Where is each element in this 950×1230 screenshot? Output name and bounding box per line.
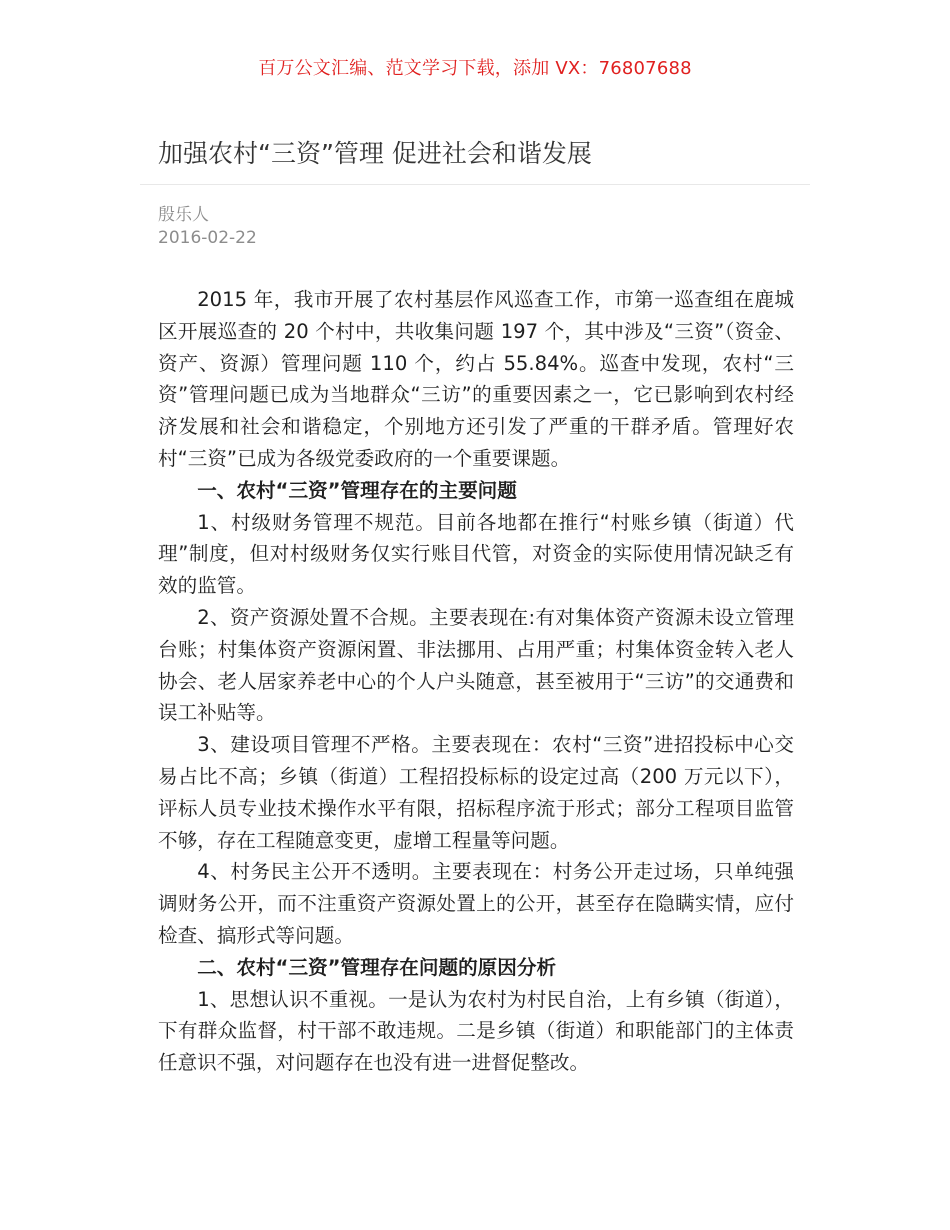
paragraph: 4、村务民主公开不透明。主要表现在：村务公开走过场，只单纯强调财务公开，而不注重资产资源处置上的公开，甚至存在隐瞒实情，应付检查、搞形式等问题。: [158, 860, 794, 947]
section-heading: 二、农村“三资”管理存在问题的原因分析: [197, 955, 557, 979]
promo-banner: 百万公文汇编、范文学习下载，添加 VX：76807688: [258, 58, 692, 79]
paragraph: 2、资产资源处置不合规。主要表现在:有对集体资产资源未设立管理台账；村集体资产资源闲置、非法挪用、占用严重；村集体资金转入老人协会、老人居家养老中心的个人户头随意，甚至被用于“三访”的交通费和误工补贴等。: [158, 605, 794, 725]
section-heading: 一、农村“三资”管理存在的主要问题: [197, 478, 517, 502]
paragraph: 1、思想认识不重视。一是认为农村为村民自治，上有乡镇（街道），下有群众监督，村干部不敢违规。二是乡镇（街道）和职能部门的主体责任意识不强，对问题存在也没有进一进督促整改。: [158, 987, 794, 1075]
article-body: [158, 284, 794, 1079]
article-title: 加强农村“三资”管理 促进社会和谐发展: [158, 139, 592, 168]
article-author: 殷乐人: [158, 205, 209, 225]
article-date: 2016-02-22: [158, 228, 257, 248]
paragraph: 3、建设项目管理不严格。主要表现在：农村“三资”进招投标中心交易占比不高；乡镇（街道）工程招投标标的设定过高（200 万元以下），评标人员专业技术操作水平有限，招标程序流于形式；部分工程项目监管不够，存在工程随意变更，虚增工程量等问题。: [158, 733, 794, 852]
title-divider: [140, 184, 810, 185]
paragraph: 2015 年，我市开展了农村基层作风巡查工作，市第一巡查组在鹿城区开展巡查的 20 个村中，共收集问题 197 个，其中涉及“三资”（资金、资产、资源）管理问题 110 个，约占 55.84%。巡查中发现，农村“三资”管理问题已成为当地群众“三访”的重要因素之一，它已影响到农村经济发展和社会和谐稳定，个别地方还引发了严重的干群矛盾。管理好农村“三资”已成为各级党委政府的一个重要课题。: [158, 288, 794, 470]
paragraph: 1、村级财务管理不规范。目前各地都在推行“村账乡镇（街道）代理”制度，但对村级财务仅实行账目代管，对资金的实际使用情况缺乏有效的监管。: [158, 510, 794, 598]
